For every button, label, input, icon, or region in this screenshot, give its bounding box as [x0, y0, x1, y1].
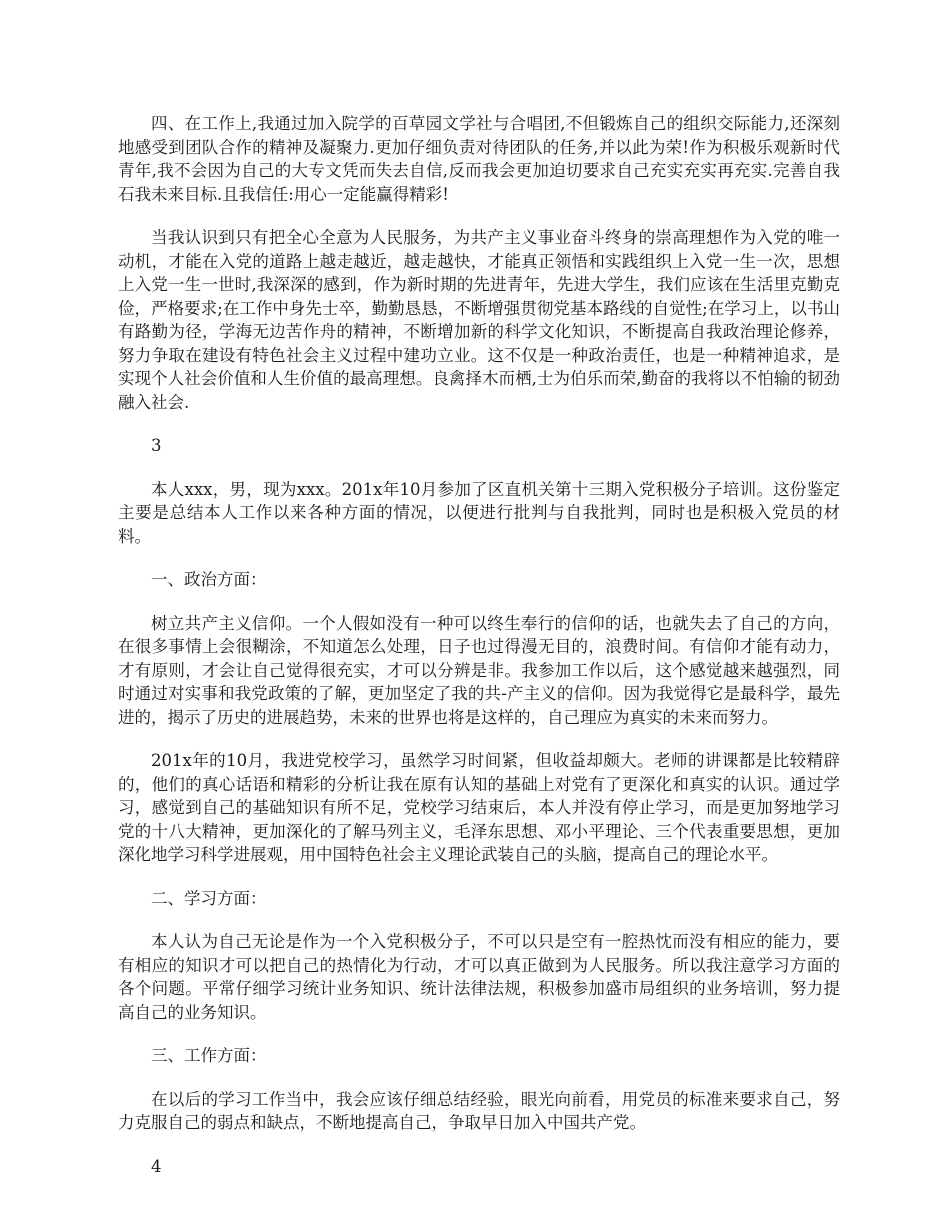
page-number: 4: [151, 1156, 162, 1176]
section-heading-work: 三、工作方面：: [151, 1046, 267, 1065]
paragraph-party-school: 201x年的10月，我进党校学习，虽然学习时间紧，但收益却颇大。老师的讲课都是比较精辟的，他们的真心话语和精彩的分析让我在原有认知的基础上对党有了更深化和真实的认识。通过学习，感觉到自己的基础知识有所不足，党校学习结束后，本人并没有停止学习，而是更加努地学习党的十八大精神，更加深化的了解马列主义，毛泽东思想、邓小平理论、三个代表重要思想，更加深化地学习科学进展观，用中国特色社会主义理论武装自己的头脑，提高自己的理论水平。: [118, 751, 840, 864]
page-number: 3: [151, 436, 162, 455]
paragraph-politics-belief: 树立共产主义信仰。一个人假如没有一种可以终生奉行的信仰的话，也就失去了自己的方向，在很多事情上会很糊涂，不知道怎么处理，日子也过得漫无目的，浪费时间。有信仰才能有动力，才有原则，才会让自己觉得很充实，才可以分辨是非。我参加工作以后，这个感觉越来越强烈，同时通过对实事和我党政策的了解，更加坚定了我的共-产主义的信仰。因为我觉得它是最科学，最先进的，揭示了历史的进展趋势，未来的世界也将是这样的，自己理应为真实的未来而努力。: [118, 613, 840, 727]
section-heading-politics: 一、政治方面：: [151, 570, 267, 589]
paragraph-work: 在以后的学习工作当中，我会应该仔细总结经验，眼光向前看，用党员的标准来要求自己，努力克服自己的弱点和缺点，不断地提高自己，争取早日加入中国共产党。: [118, 1089, 840, 1132]
section-heading-study: 二、学习方面：: [151, 888, 267, 908]
paragraph-work-experience: 四、在工作上,我通过加入院学的百草园文学社与合唱团,不但锻炼自己的组织交际能力,还深刻地感受到团队合作的精神及凝聚力.更加仔细负责对待团队的任务,并以此为荣!作为积极乐观新时代青年,我不会因为自己的大专文凭而失去自信,反而我会更加迫切要求自己充实充实再充实.完善自我石我未来目标.且我信任:用心一定能赢得精彩!: [118, 114, 840, 204]
paragraph-study: 本人认为自己无论是作为一个入党积极分子，不可以只是空有一腔热忱而没有相应的能力，要有相应的知识才可以把自己的热情化为行动，才可以真正做到为人民服务。所以我注意学习方面的各个问题。平常仔细学习统计业务知识、统计法律法规，积极参加盛市局组织的业务培训，努力提高自己的业务知识。: [118, 932, 840, 1022]
paragraph-introduction: 本人xxx，男，现为xxx。201x年10月参加了区直机关第十三期入党积极分子培训。这份鉴定主要是总结本人工作以来各种方面的情况，以便进行批判与自我批判，同时也是积极入党员的材料。: [118, 479, 840, 546]
paragraph-party-motivation: 当我认识到只有把全心全意为人民服务，为共产主义事业奋斗终身的崇高理想作为入党的唯一动机，才能在入党的道路上越走越近，越走越快，才能真正领悟和实践组织上入党一生一次，思想上入党一生一世时,我深深的感到，作为新时期的先进青年，先进大学生，我们应该在生活里克勤克俭，严格要求;在工作中身先士卒，勤勤恳恳，不断增强贯彻党基本路线的自觉性;在学习上，以书山有路勤为径，学海无边苦作舟的精神，不断增加新的科学文化知识，不断提高自我政治理论修养，努力争取在建设有特色社会主义过程中建功立业。这不仅是一种政治责任，也是一种精神追求，是实现个人社会价值和人生价值的最高理想。良禽择木而栖,士为伯乐而荣,勤奋的我将以不怕输的韧劲融入社会.: [118, 228, 840, 412]
document-body: [118, 112, 840, 1198]
